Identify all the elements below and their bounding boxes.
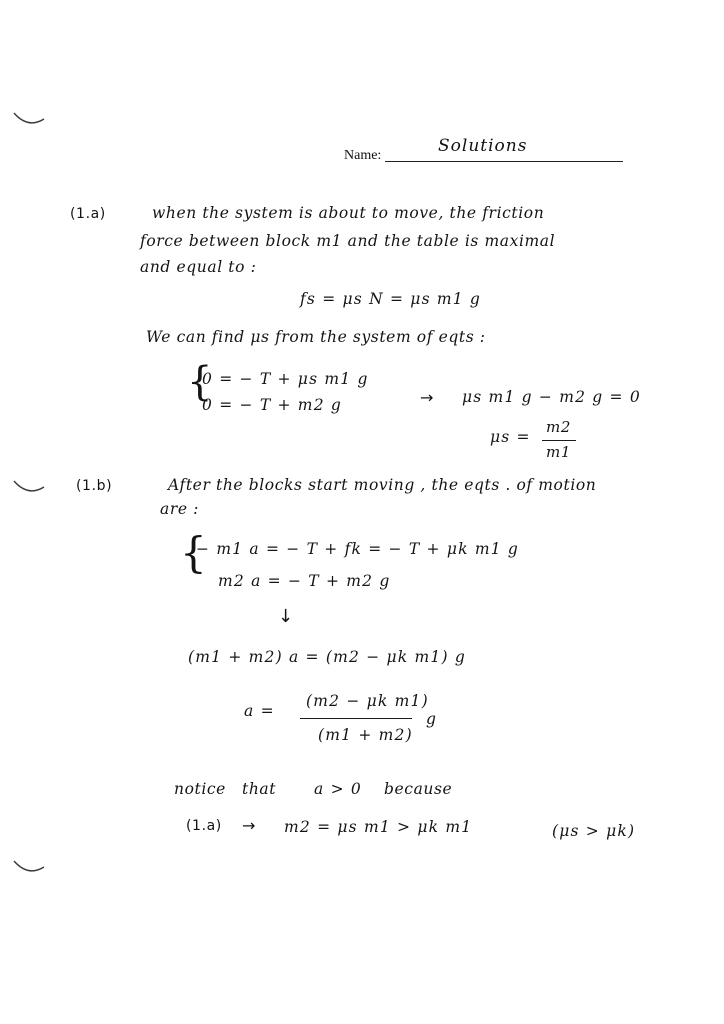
implies-arrow-icon: → [420, 388, 435, 407]
mu-s-lhs: μs = [490, 428, 531, 446]
acceleration-g: g [426, 710, 438, 728]
system-1a-eq1: 0 = − T + μs m1 g [202, 370, 369, 388]
notice-because: because [384, 780, 453, 798]
acceleration-denominator: (m1 + m2) [318, 726, 413, 744]
friction-equation: fs = μs N = μs m1 g [300, 290, 482, 308]
acceleration-numerator: (m2 − μk m1) [306, 692, 429, 710]
system-1b-eq2: m2 a = − T + m2 g [218, 572, 391, 590]
final-arrow-icon: → [242, 816, 257, 835]
notice-a-positive: a > 0 [314, 780, 362, 798]
name-underline [385, 161, 623, 162]
hole-punch-middle-icon [12, 473, 46, 501]
system-brace-1a: { [187, 359, 213, 405]
acceleration-fraction-line [300, 718, 412, 719]
part-1b-label: (1.b) [76, 478, 113, 494]
final-condition: (μs > μk) [552, 822, 636, 840]
part-1a-label: (1.a) [70, 206, 106, 222]
notice-that: that [242, 780, 277, 798]
final-reference: (1.a) [186, 818, 222, 834]
mu-s-numerator: m2 [546, 418, 571, 436]
notice-word: notice [174, 780, 226, 798]
acceleration-lhs: a = [244, 702, 275, 720]
system-1a-result1: μs m1 g − m2 g = 0 [462, 388, 641, 406]
system-1a-eq2: 0 = − T + m2 g [202, 396, 343, 414]
part-1a-text-line1: when the system is about to move, the friction [152, 204, 545, 222]
system-1b-eq1: − m1 a = − T + fk = − T + μk m1 g [196, 540, 520, 558]
system-brace-1b: { [180, 528, 207, 577]
mu-s-fraction-line [542, 440, 576, 441]
hole-punch-top-icon [12, 105, 46, 133]
down-arrow-icon: ↓ [278, 606, 294, 627]
combined-equation: (m1 + m2) a = (m2 − μk m1) g [188, 648, 466, 666]
name-value: Solutions [438, 136, 528, 156]
part-1a-text-line2: force between block m1 and the table is maximal [140, 232, 556, 250]
part-1a-text-line3: and equal to : [140, 258, 257, 276]
final-inequality: m2 = μs m1 > μk m1 [284, 818, 473, 836]
part-1b-text-line1: After the blocks start moving , the eqts . of motion [168, 476, 597, 494]
mu-s-denominator: m1 [546, 443, 571, 461]
part-1a-text-line4: We can find μs from the system of eqts : [146, 328, 486, 346]
hole-punch-bottom-icon [12, 853, 46, 881]
part-1b-text-line2: are : [160, 500, 199, 518]
name-label: Name: [344, 148, 382, 163]
